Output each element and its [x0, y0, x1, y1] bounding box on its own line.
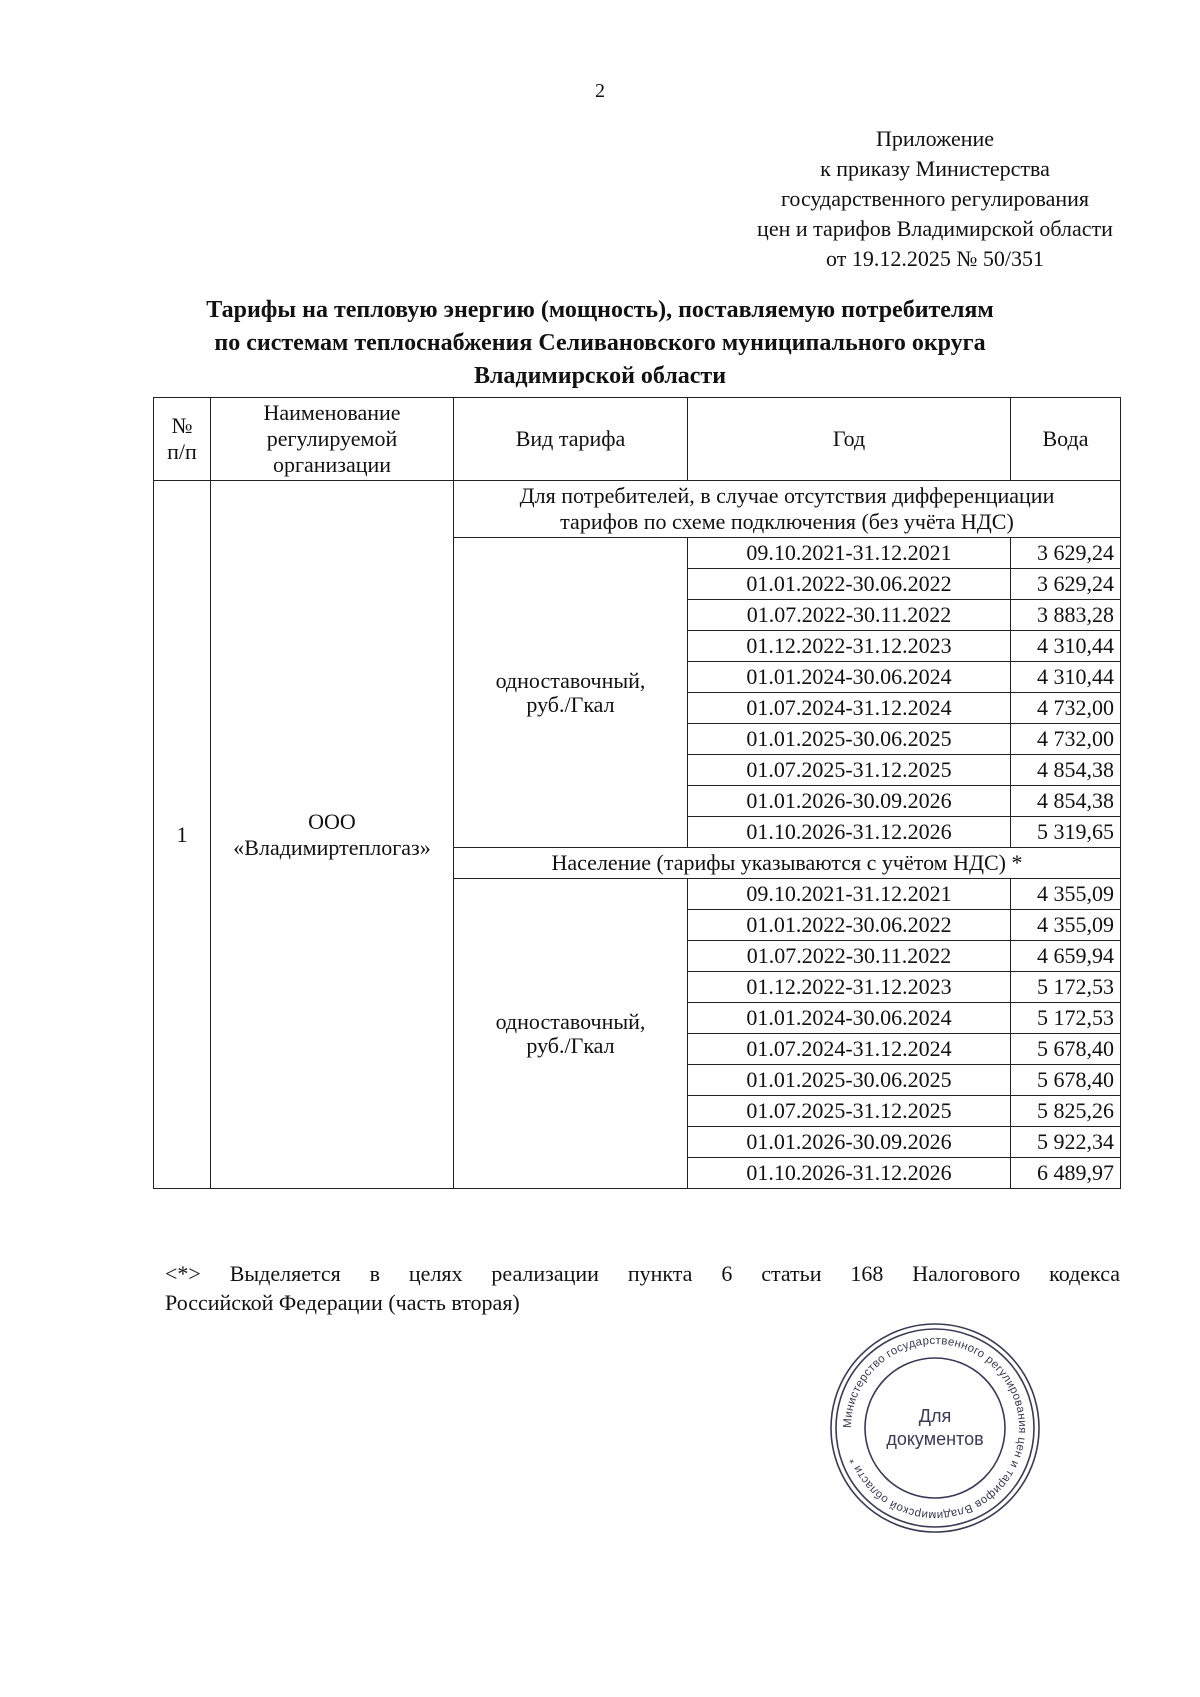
- appendix-line: Приложение: [875, 126, 995, 151]
- value-cell: 4 310,44: [1011, 662, 1121, 693]
- value-cell: 5 172,53: [1011, 1003, 1121, 1034]
- value-cell: 5 172,53: [1011, 972, 1121, 1003]
- appendix-line: от 19.12.2025 № 50/351: [826, 246, 1044, 271]
- period-cell: 01.12.2022-31.12.2023: [688, 631, 1011, 662]
- section-title-row: [154, 481, 1121, 538]
- value-cell: 4 659,94: [1011, 941, 1121, 972]
- appendix-header: [700, 124, 1170, 274]
- header-year: Год: [688, 398, 1011, 481]
- value-cell: 3 629,24: [1011, 538, 1121, 569]
- period-cell: 01.07.2024-31.12.2024: [688, 1034, 1011, 1065]
- period-cell: 01.01.2025-30.06.2025: [688, 724, 1011, 755]
- value-cell: 5 319,65: [1011, 817, 1121, 848]
- title-line: по системам теплоснабжения Селивановского муниципального округа: [214, 330, 986, 356]
- value-cell: 4 732,00: [1011, 724, 1121, 755]
- footnote-line: <*> Выделяется в целях реализации пункта 6 статьи 168 Налогового кодекса: [165, 1261, 1120, 1286]
- document-title: [140, 294, 1060, 393]
- header-tariff-type: Вид тарифа: [454, 398, 688, 481]
- period-cell: 01.01.2022-30.06.2022: [688, 569, 1011, 600]
- page-number: 2: [595, 80, 605, 102]
- value-cell: 6 489,97: [1011, 1158, 1121, 1189]
- row-number-cell: 1: [154, 481, 211, 1189]
- period-cell: 01.01.2024-30.06.2024: [688, 1003, 1011, 1034]
- period-cell: 01.07.2024-31.12.2024: [688, 693, 1011, 724]
- appendix-line: государственного регулирования: [780, 186, 1090, 211]
- stamp-ring-text: Министерство государственного регулирования цен и тарифов Владимирской области *: [841, 1334, 1029, 1522]
- period-cell: 01.01.2026-30.09.2026: [688, 786, 1011, 817]
- period-cell: 01.01.2025-30.06.2025: [688, 1065, 1011, 1096]
- period-cell: 09.10.2021-31.12.2021: [688, 879, 1011, 910]
- tariff-type-cell: одноставочный, руб./Гкал: [454, 538, 688, 848]
- organization-cell: ООО «Владимиртеплогаз»: [211, 481, 454, 1189]
- value-cell: 5 678,40: [1011, 1034, 1121, 1065]
- stamp-center-text: Для: [918, 1406, 952, 1426]
- period-cell: 01.12.2022-31.12.2023: [688, 972, 1011, 1003]
- value-cell: 4 732,00: [1011, 693, 1121, 724]
- value-cell: 3 883,28: [1011, 600, 1121, 631]
- tariff-type-cell: одноставочный, руб./Гкал: [454, 879, 688, 1189]
- tariff-table: [153, 397, 1121, 1189]
- value-cell: 5 678,40: [1011, 1065, 1121, 1096]
- period-cell: 01.01.2022-30.06.2022: [688, 910, 1011, 941]
- stamp-outer-ring: [831, 1324, 1039, 1532]
- stamp-center-text: документов: [886, 1429, 984, 1449]
- value-cell: 3 629,24: [1011, 569, 1121, 600]
- section-title-cell: Население (тарифы указываются с учётом НДС) *: [454, 848, 1121, 879]
- value-cell: 4 310,44: [1011, 631, 1121, 662]
- official-stamp: [825, 1318, 1045, 1538]
- header-organization: Наименование регулируемой организации: [211, 398, 454, 481]
- period-cell: 01.10.2026-31.12.2026: [688, 817, 1011, 848]
- value-cell: 4 355,09: [1011, 910, 1121, 941]
- footnote-line: Российской Федерации (часть вторая): [165, 1290, 520, 1315]
- period-cell: 01.07.2022-30.11.2022: [688, 941, 1011, 972]
- title-line: Тарифы на тепловую энергию (мощность), поставляемую потребителям: [206, 297, 994, 323]
- title-line: Владимирской области: [473, 363, 727, 389]
- appendix-line: к приказу Министерства: [820, 156, 1050, 181]
- period-cell: 01.01.2024-30.06.2024: [688, 662, 1011, 693]
- value-cell: 5 825,26: [1011, 1096, 1121, 1127]
- period-cell: 09.10.2021-31.12.2021: [688, 538, 1011, 569]
- value-cell: 4 854,38: [1011, 786, 1121, 817]
- stamp-inner-ring: [865, 1358, 1005, 1498]
- header-water: Вода: [1011, 398, 1121, 481]
- period-cell: 01.01.2026-30.09.2026: [688, 1127, 1011, 1158]
- period-cell: 01.07.2025-31.12.2025: [688, 755, 1011, 786]
- footnote: [165, 1259, 1120, 1317]
- period-cell: 01.07.2025-31.12.2025: [688, 1096, 1011, 1127]
- period-cell: 01.10.2026-31.12.2026: [688, 1158, 1011, 1189]
- value-cell: 5 922,34: [1011, 1127, 1121, 1158]
- table-header-row: [154, 398, 1121, 481]
- period-cell: 01.07.2022-30.11.2022: [688, 600, 1011, 631]
- section-title-cell: Для потребителей, в случае отсутствия дифференциации тарифов по схеме подключения (без учёта НДС): [454, 481, 1121, 538]
- value-cell: 4 854,38: [1011, 755, 1121, 786]
- value-cell: 4 355,09: [1011, 879, 1121, 910]
- appendix-line: цен и тарифов Владимирской области: [757, 216, 1113, 241]
- header-num: № п/п: [154, 398, 211, 481]
